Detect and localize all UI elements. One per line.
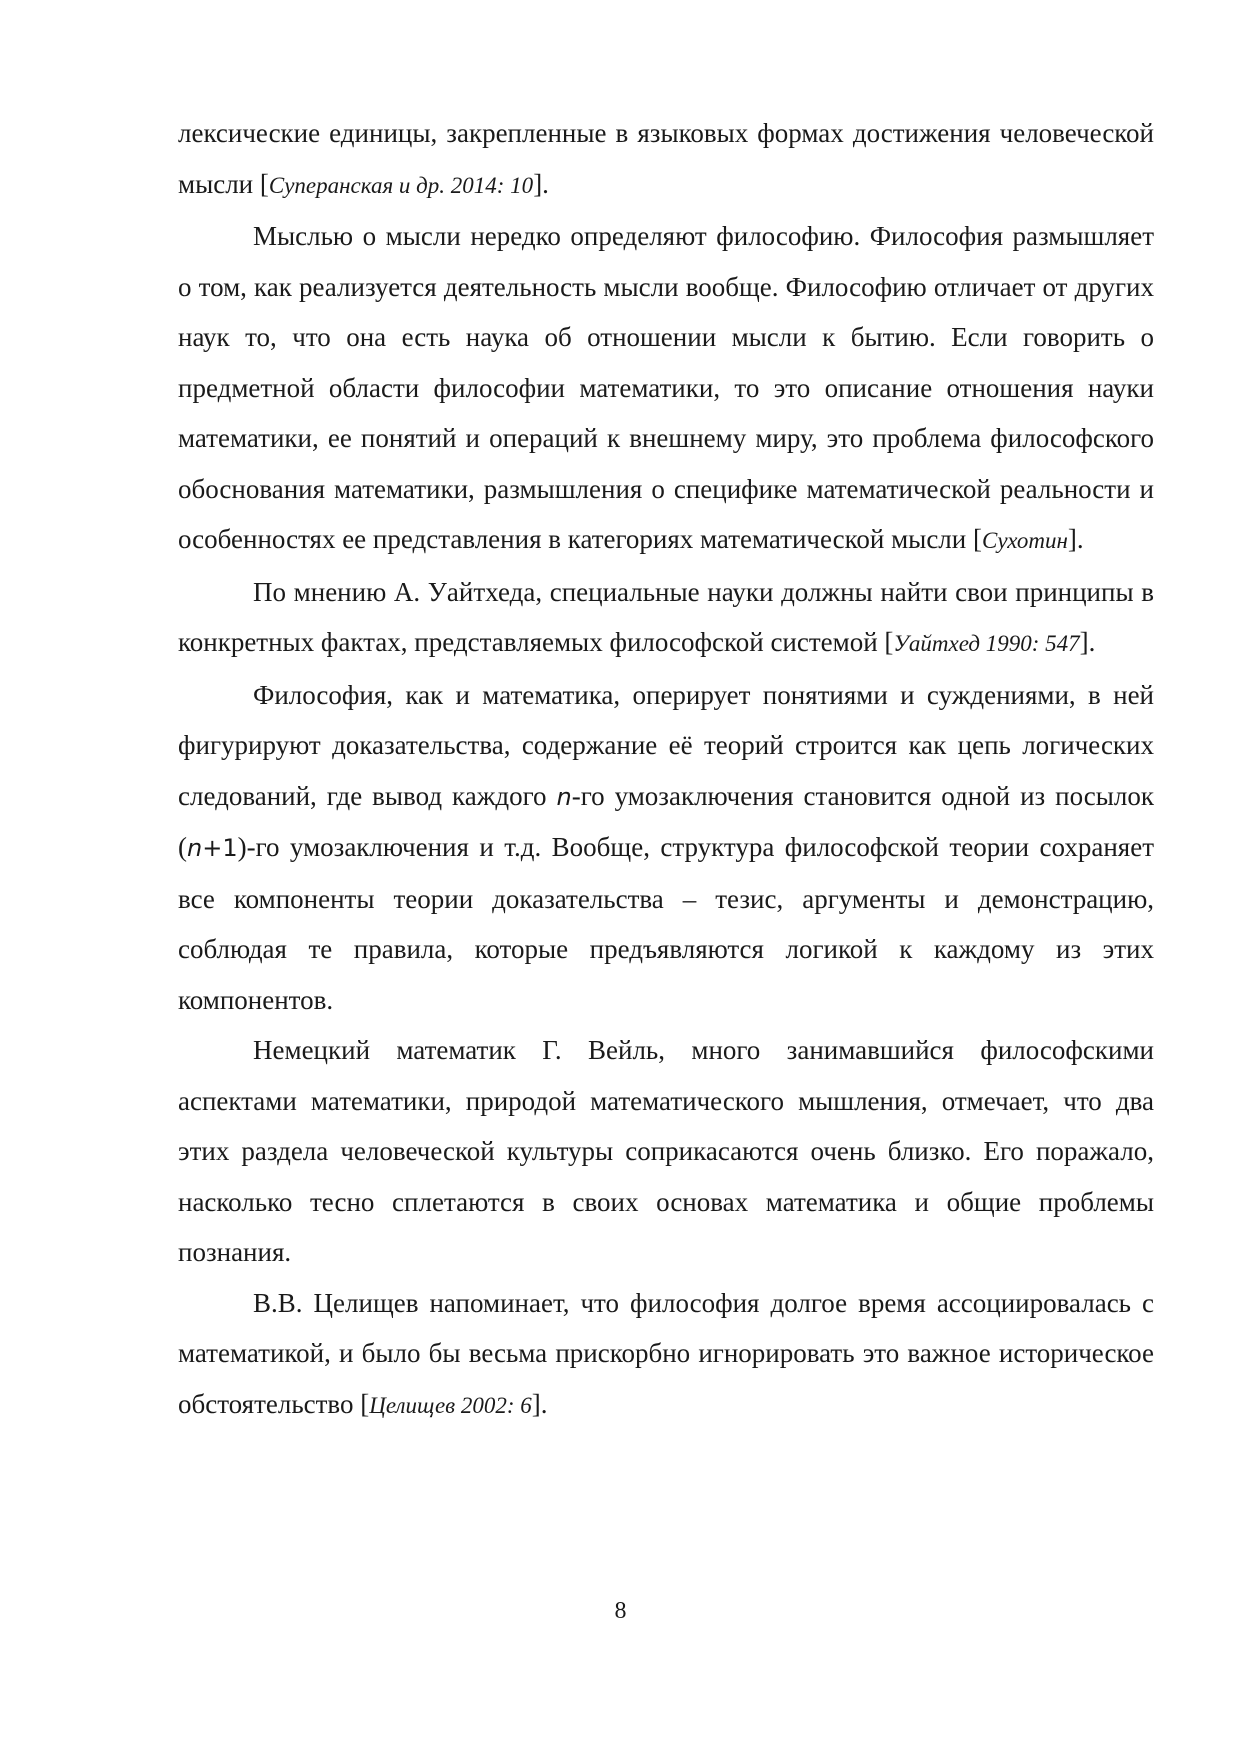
variable-n: n xyxy=(556,782,572,811)
variable-n: n xyxy=(187,834,203,862)
citation: Суперанская и др. 2014: 10 xyxy=(268,172,534,198)
paragraph-philosophy-definition xyxy=(178,211,1154,567)
paragraph-text: лексические единицы, закрепленные в языковых формах достижения человеческой мысли [ xyxy=(178,118,1154,199)
page-number: 8 xyxy=(614,1598,627,1624)
paragraph-text: Немецкий математик Г. Вейль, много занимавшийся философскими аспектами математики, природой математического мышления, отмечает, что два этих раздела человеческой культуры соприкасаются очень близко. Его поражало, насколько тесно сплетаются в своих основах математика и общие проблемы познания. xyxy=(178,1035,1154,1267)
paragraph-text: Философия, как и математика, оперирует понятиями и суждениями, в ней фигурируют доказательства, содержание её теорий строится как цепь логических следований, где вывод каждого xyxy=(178,679,1154,811)
citation-close: ]. xyxy=(1067,524,1084,554)
paragraph-text: )-го умозаключения и т.д. Вообще, структура философской теории сохраняет все компоненты теории доказательства – тезис, аргументы и демонстрацию, соблюдая те правила, которые предъявляются логикой к каждому из этих компонентов. xyxy=(178,832,1154,1015)
page-body xyxy=(178,108,1154,1431)
paragraph-weyl xyxy=(178,1025,1154,1278)
citation: Целищев 2002: 6 xyxy=(369,1392,532,1418)
citation: Уайтхед 1990: 547 xyxy=(893,631,1080,656)
citation-close: ]. xyxy=(531,1388,548,1419)
paragraph-logic-structure xyxy=(178,670,1154,1026)
citation-close: ]. xyxy=(533,168,549,199)
citation: Сухотин xyxy=(981,528,1068,553)
paragraph-continuation xyxy=(178,108,1154,211)
paragraph-tselishchev xyxy=(178,1278,1154,1432)
citation-close: ]. xyxy=(1079,627,1096,657)
paragraph-whitehead xyxy=(178,567,1154,670)
paragraph-text: -го умозаключения становится одной из посылок ( xyxy=(178,780,1154,862)
plus-one: +1 xyxy=(202,834,238,862)
paragraph-text: В.В. Целищев напоминает, что философия долгое время ассоциировалась с математикой, и было бы весьма прискорбно игнорировать это важное историческое обстоятельство [ xyxy=(178,1287,1154,1419)
paragraph-text: Мыслью о мысли нередко определяют философию. Философия размышляет о том, как реализуется деятельность мысли вообще. Философию отличает от других наук то, что она есть наука об отношении мысли к бытию. Если говорить о предметной области философии математики, то это описание отношения науки математики, ее понятий и операций к внешнему миру, это проблема философского обоснования математики, размышления о специфике математической реальности и особенностях ее представления в категориях математической мысли [ xyxy=(178,221,1154,554)
paragraph-text: По мнению А. Уайтхеда, специальные науки должны найти свои принципы в конкретных фактах, представляемых философской системой [ xyxy=(178,576,1154,657)
